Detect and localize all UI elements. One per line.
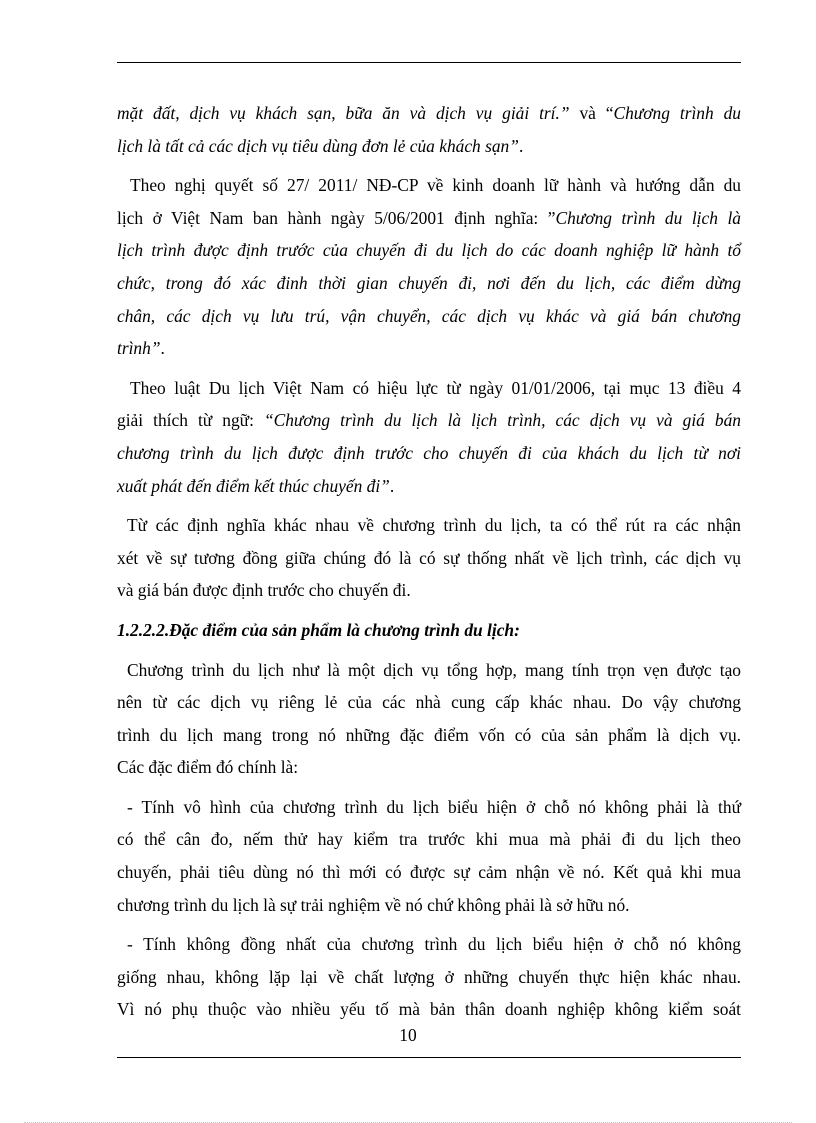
- paragraph-definition-hotel: [117, 97, 741, 162]
- header-rule: [117, 62, 741, 63]
- paragraph-summary: [117, 509, 741, 607]
- italic-text-segment: chức, trong đó xác đinh thời gian chuyến đi, nơi đến du lịch, các điểm dừng: [117, 272, 741, 293]
- text-segment: chương trình du lịch là sự trải nghiệm về nó chứ không phải là sở hữu nó.: [117, 894, 630, 915]
- text-segment: và “: [579, 103, 614, 123]
- text-line: [117, 404, 741, 437]
- text-segment: Theo nghị quyết số 27/ 2011/ NĐ-CP về kinh doanh lữ hành và hướng dẫn du: [130, 175, 741, 196]
- text-line: [117, 856, 741, 889]
- paragraph-heterogeneity: [117, 928, 741, 1026]
- text-line: [117, 470, 741, 503]
- text-line: [117, 300, 741, 333]
- text-segment: Vì nó phụ thuộc vào nhiều yếu tố mà bản thân doanh nghiệp không kiểm soát: [117, 999, 741, 1020]
- text-segment: Chương trình du lịch như là một dịch vụ tổng hợp, mang tính trọn vẹn được tạo: [127, 659, 741, 680]
- paragraph-intangibility: [117, 791, 741, 921]
- text-segment: - Tính vô hình của chương trình du lịch biểu hiện ở chỗ nó không phải là thứ: [127, 796, 741, 817]
- text-segment: lịch ở Việt Nam ban hành ngày 5/06/2001 định nghĩa: ”: [117, 207, 556, 228]
- text-segment: có thể cân đo, nếm thử hay kiểm tra trước khi mua mà phải đi du lịch theo: [117, 829, 741, 850]
- text-segment: chuyến, phải tiêu dùng nó thì mới có được sự cảm nhận về nó. Kết quả khi mua: [117, 862, 741, 883]
- page-number: 10: [399, 1025, 417, 1045]
- section-heading: 1.2.2.2.Đặc điểm của sản phẩm là chương trình du lịch:: [117, 619, 520, 640]
- text-line: [117, 169, 741, 202]
- text-line: [117, 686, 741, 719]
- text-segment: .: [160, 338, 165, 359]
- text-line: [117, 130, 741, 163]
- text-segment: giống nhau, không lặp lại về chất lượng ở những chuyến thực hiện khác nhau.: [117, 966, 741, 987]
- text-segment: giải thích từ ngữ:: [117, 410, 264, 431]
- text-line: [117, 654, 741, 687]
- paragraph-decree-definition: [117, 169, 741, 365]
- text-line: [117, 509, 741, 542]
- italic-text-segment: chương trình du lịch được định trước cho chuyến đi của khách du lịch từ nơi: [117, 442, 741, 463]
- text-line: [117, 823, 741, 856]
- italic-text-segment: Chương trình du lịch là: [555, 207, 741, 228]
- text-line: [117, 97, 741, 130]
- footer-rule: [117, 1057, 741, 1058]
- italic-text-segment: chân, các dịch vụ lưu trú, vận chuyển, các dịch vụ khác và giá bán chương: [117, 305, 741, 326]
- text-segment: và giá bán được định trước cho chuyến đi.: [117, 580, 411, 601]
- text-line: [117, 961, 741, 994]
- text-line: [117, 928, 741, 961]
- text-line: [117, 889, 741, 922]
- italic-text-segment: lịch là tất cả các dịch vụ tiêu dùng đơn lẻ của khách sạn”: [117, 135, 519, 156]
- text-line: [117, 437, 741, 470]
- text-line: [117, 751, 741, 784]
- text-segment: Từ các định nghĩa khác nhau về chương trình du lịch, ta có thể rút ra các nhận: [127, 515, 741, 536]
- text-line: [117, 234, 741, 267]
- text-line: [117, 542, 741, 575]
- paragraph-characteristics-intro: [117, 654, 741, 784]
- text-segment: trình du lịch mang trong nó những đặc điểm vốn có của sản phẩm là dịch vụ.: [117, 724, 741, 745]
- paragraph-tourism-law: [117, 372, 741, 502]
- text-segment: Theo luật Du lịch Việt Nam có hiệu lực từ ngày 01/01/2006, tại mục 13 điều 4: [130, 377, 741, 398]
- text-line: [117, 791, 741, 824]
- text-segment: xét về sự tương đồng giữa chúng đó là có sự thống nhất về lịch trình, các dịch vụ: [117, 547, 741, 568]
- text-line: [117, 719, 741, 752]
- text-segment: .: [518, 135, 524, 156]
- text-segment: .: [389, 475, 395, 496]
- text-line: [117, 267, 741, 300]
- italic-text-segment: Chương trình du: [613, 103, 741, 123]
- document-body: [117, 97, 741, 1026]
- italic-text-segment: xuất phát đến điểm kết thúc chuyến đi”: [117, 475, 390, 496]
- italic-text-segment: “Chương trình du lịch là lịch trình, các dịch vụ và giá bán: [263, 410, 741, 431]
- text-line: [117, 574, 741, 607]
- section-heading-block: [117, 614, 741, 647]
- text-segment: nên từ các dịch vụ riêng lẻ của các nhà cung cấp khác nhau. Do vậy chương: [117, 692, 741, 713]
- text-line: [117, 202, 741, 235]
- text-segment: - Tính không đồng nhất của chương trình du lịch biểu hiện ở chỗ nó không: [127, 934, 741, 955]
- text-segment: Các đặc điểm đó chính là:: [117, 757, 299, 778]
- text-line: [117, 332, 741, 365]
- italic-text-segment: lịch trình được định trước của chuyến đi du lịch do các doanh nghiệp lữ hành tổ: [117, 240, 741, 261]
- italic-text-segment: trình”: [117, 338, 161, 359]
- italic-text-segment: mặt đất, dịch vụ khách sạn, bữa ăn và dịch vụ giải trí.”: [117, 103, 580, 123]
- text-line: [117, 372, 741, 405]
